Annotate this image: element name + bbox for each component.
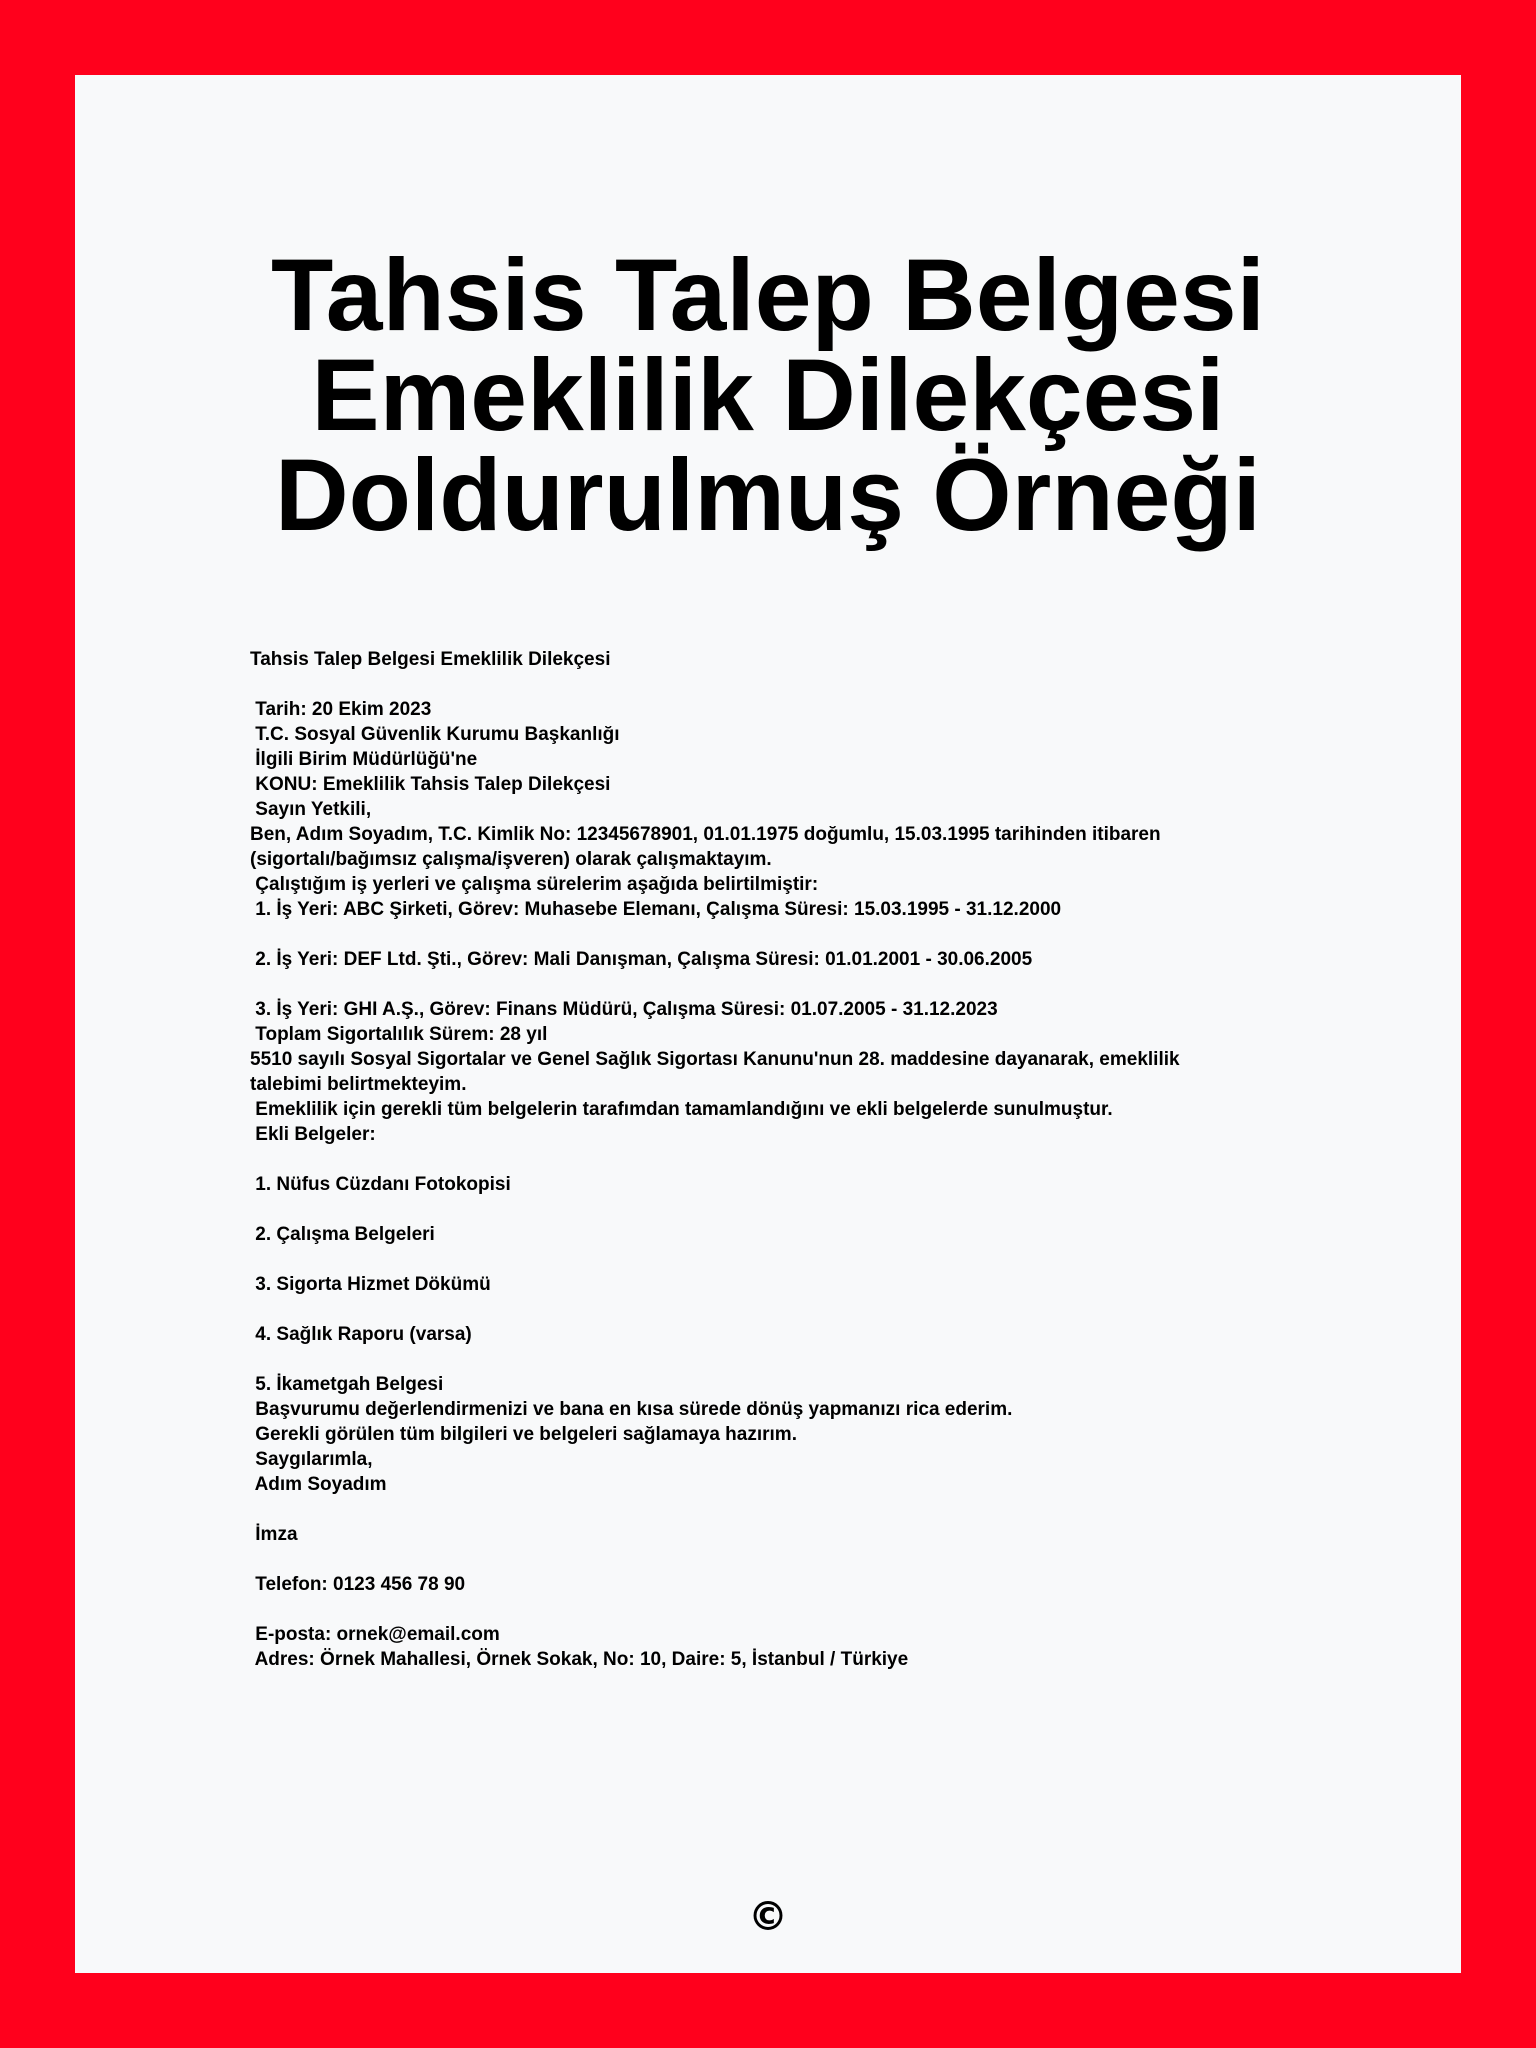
total-insurance: Toplam Sigortalılık Sürem: 28 yıl bbox=[250, 1024, 548, 1045]
blank-line bbox=[250, 1297, 1330, 1322]
law-line-1: 5510 sayılı Sosyal Sigortalar ve Genel Sağlık Sigortası Kanunu'nun 28. maddesine dayanarak, emeklilik bbox=[250, 1049, 1180, 1070]
attachment-item: 4. Sağlık Raporu (varsa) bbox=[250, 1324, 472, 1345]
title-line-2: Emeklilik Dilekçesi bbox=[311, 338, 1225, 452]
letter-date: Tarih: 20 Ekim 2023 bbox=[250, 699, 432, 720]
blank-line bbox=[250, 1547, 1330, 1572]
letter-salutation: Sayın Yetkili, bbox=[250, 799, 372, 820]
blank-line bbox=[250, 972, 1330, 997]
address-text: Adres: Örnek Mahallesi, Örnek Sokak, No: 10, Daire: 5, İstanbul / Türkiye bbox=[250, 1649, 909, 1670]
blank-line bbox=[250, 1197, 1330, 1222]
attachment-item: 1. Nüfus Cüzdanı Fotokopisi bbox=[250, 1174, 511, 1195]
letter-institution: T.C. Sosyal Güvenlik Kurumu Başkanlığı bbox=[250, 724, 620, 745]
phone-text: Telefon: 0123 456 78 90 bbox=[250, 1574, 466, 1595]
law-line-2: talebimi belirtmekteyim. bbox=[250, 1074, 467, 1095]
blank-line bbox=[250, 1497, 1330, 1522]
letter-intro-line-1: Ben, Adım Soyadım, T.C. Kimlik No: 12345678901, 01.01.1975 doğumlu, 15.03.1995 tarihinden itibaren bbox=[250, 824, 1161, 845]
ready-text: Gerekli görülen tüm bilgileri ve belgeleri sağlamaya hazırım. bbox=[250, 1424, 797, 1445]
blank-line bbox=[250, 922, 1330, 947]
attachments-label: Ekli Belgeler: bbox=[250, 1124, 376, 1145]
workplace-item: 2. İş Yeri: DEF Ltd. Şti., Görev: Mali Danışman, Çalışma Süresi: 01.01.2001 - 30.06.2005 bbox=[250, 949, 1033, 970]
document-page bbox=[75, 75, 1461, 1973]
attachment-item: 5. İkametgah Belgesi bbox=[250, 1374, 444, 1395]
letter-department: İlgili Birim Müdürlüğü'ne bbox=[250, 749, 478, 770]
attachment-item: 2. Çalışma Belgeleri bbox=[250, 1224, 435, 1245]
request-text: Başvurumu değerlendirmenizi ve bana en kısa sürede dönüş yapmanızı rica ederim. bbox=[250, 1399, 1013, 1420]
blank-line bbox=[250, 1347, 1330, 1372]
attachment-item: 3. Sigorta Hizmet Dökümü bbox=[250, 1274, 491, 1295]
email-text: E-posta: ornek@email.com bbox=[250, 1624, 500, 1645]
workplaces-intro: Çalıştığım iş yerleri ve çalışma sürelerim aşağıda belirtilmiştir: bbox=[250, 874, 819, 895]
letter-intro-line-2: (sigortalı/bağımsız çalışma/işveren) olarak çalışmaktayım. bbox=[250, 849, 772, 870]
closing-text: Saygılarımla, bbox=[250, 1449, 373, 1470]
letter-body bbox=[250, 647, 1330, 1672]
sender-name: Adım Soyadım bbox=[250, 1474, 387, 1495]
copyright-icon: © bbox=[748, 1894, 788, 1940]
letter-subject: KONU: Emeklilik Tahsis Talep Dilekçesi bbox=[250, 774, 611, 795]
documents-statement: Emeklilik için gerekli tüm belgelerin tarafımdan tamamlandığını ve ekli belgelerde sunulmuştur. bbox=[250, 1099, 1113, 1120]
blank-line bbox=[250, 1147, 1330, 1172]
workplace-item: 1. İş Yeri: ABC Şirketi, Görev: Muhasebe Elemanı, Çalışma Süresi: 15.03.1995 - 31.12.2000 bbox=[250, 899, 1062, 920]
blank-line bbox=[250, 672, 1330, 697]
title-line-3: Doldurulmuş Örneği bbox=[274, 438, 1262, 552]
signature-label: İmza bbox=[250, 1524, 298, 1545]
letter-heading: Tahsis Talep Belgesi Emeklilik Dilekçesi bbox=[250, 649, 611, 670]
document-title bbox=[75, 238, 1461, 552]
blank-line bbox=[250, 1247, 1330, 1272]
title-line-1: Tahsis Talep Belgesi bbox=[271, 238, 1265, 352]
workplace-item: 3. İş Yeri: GHI A.Ş., Görev: Finans Müdürü, Çalışma Süresi: 01.07.2005 - 31.12.2023 bbox=[250, 999, 998, 1020]
blank-line bbox=[250, 1597, 1330, 1622]
